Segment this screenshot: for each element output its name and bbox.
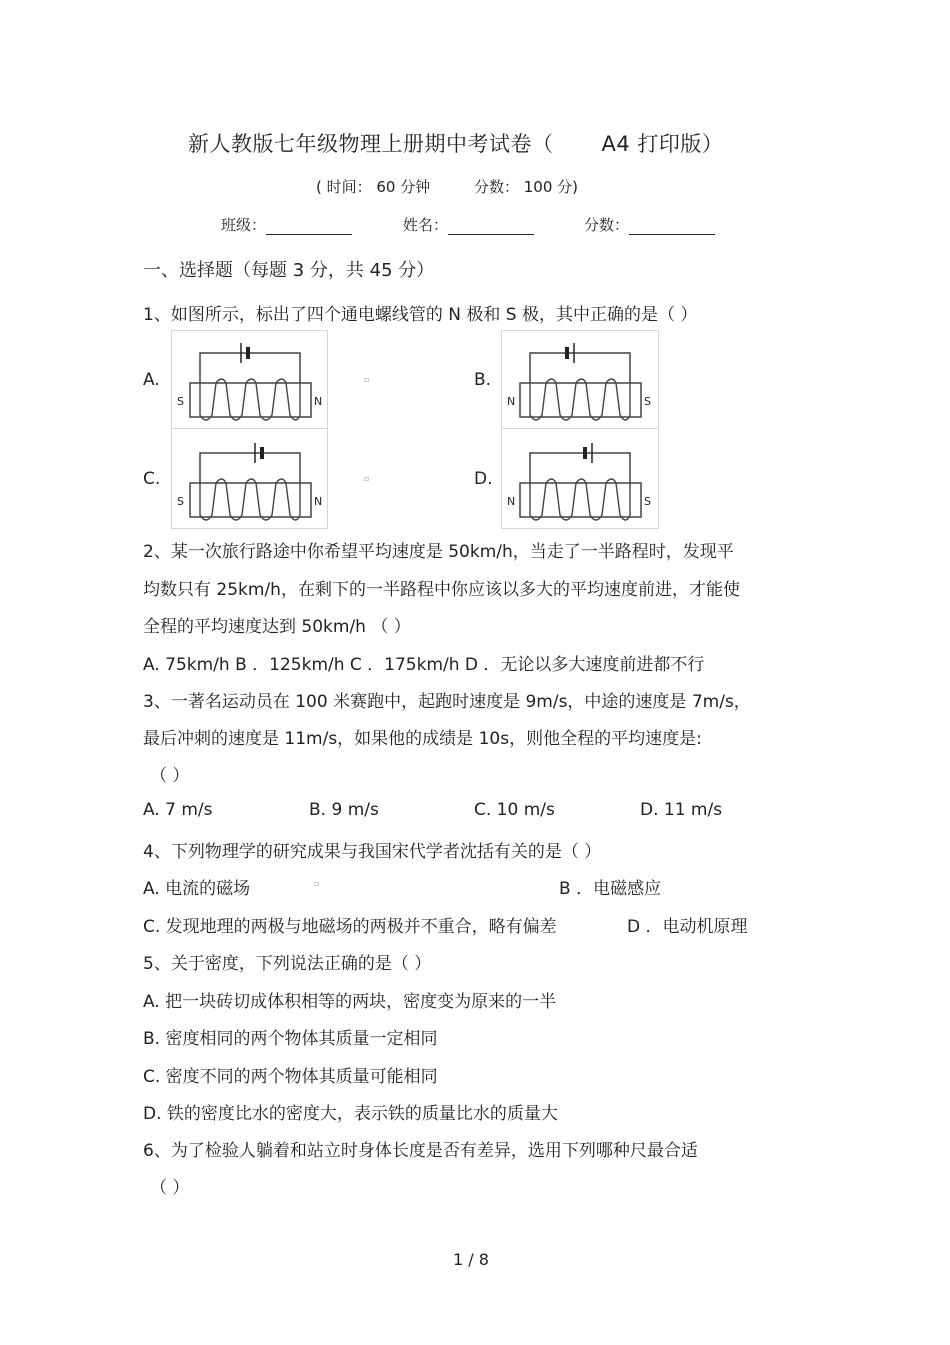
question-2-line-2: 均数只有 25km/h，在剩下的一半路程中你应该以多大的平均速度前进，才能使 <box>143 580 740 600</box>
option-label-d: D. <box>474 469 493 489</box>
question-4-option-c: C. 发现地理的两极与地磁场的两极并不重合，略有偏差 <box>143 917 557 937</box>
question-6-line-1: 6、为了检验人躺着和站立时身体长度是否有差异，选用下列哪种尺最合适 <box>143 1141 698 1161</box>
page-title: 新人教版七年级物理上册期中考试卷（ A4 打印版） <box>188 132 724 156</box>
option-label-c: C. <box>143 469 161 489</box>
pole-right-c: N <box>314 495 323 508</box>
solenoid-figure-b <box>501 330 659 429</box>
solenoid-figure-a <box>171 330 328 429</box>
pole-left-d: N <box>507 495 516 508</box>
question-3-line-1: 3、一著名运动员在 100 米赛跑中，起跑时速度是 9m/s，中途的速度是 7m/s， <box>143 692 751 712</box>
question-5-stem: 5、关于密度，下列说法正确的是（ ） <box>143 954 432 974</box>
pole-right-a: N <box>314 395 323 408</box>
time-info: ( 时间： 60 分钟 <box>316 178 431 196</box>
question-3-option-a: A. 7 m/s <box>143 800 213 820</box>
question-2-line-1: 2、某一次旅行路途中你希望平均速度是 50km/h，当走了一半路程时，发现平 <box>143 542 734 562</box>
class-field[interactable]: 班级： <box>221 214 352 235</box>
question-3-option-d: D. 11 m/s <box>640 800 723 820</box>
pole-left-a: S <box>177 395 184 408</box>
question-3-line-2: 最后冲刺的速度是 11m/s，如果他的成绩是 10s，则他全程的平均速度是: <box>143 729 702 749</box>
question-2-options: A. 75km/h B ．125km/h C ．175km/h D ．无论以多大速度前进都不行 <box>143 655 705 675</box>
score-info: 分数： 100 分) <box>474 178 579 196</box>
question-4-option-a: A. 电流的磁场 <box>143 879 251 899</box>
name-field[interactable]: 姓名： <box>403 214 534 235</box>
question-4-stem: 4、下列物理学的研究成果与我国宋代学者沈括有关的是（ ） <box>143 842 602 862</box>
question-3-line-3: （ ） <box>150 766 190 786</box>
option-label-b: B. <box>474 370 492 390</box>
pole-left-b: N <box>507 395 516 408</box>
question-4-option-b: B ．电磁感应 <box>559 879 662 899</box>
option-label-a: A. <box>143 370 160 390</box>
solenoid-figure-d <box>501 428 659 529</box>
question-4-option-d: D ．电动机原理 <box>627 917 748 937</box>
pole-right-b: S <box>644 395 651 408</box>
question-3-option-b: B. 9 m/s <box>309 800 379 820</box>
question-5-option-c: C. 密度不同的两个物体其质量可能相同 <box>143 1067 438 1087</box>
question-5-option-a: A. 把一块砖切成体积相等的两块，密度变为原来的一半 <box>143 992 557 1012</box>
question-5-option-d: D. 铁的密度比水的密度大，表示铁的质量比水的质量大 <box>143 1104 558 1124</box>
score-field[interactable]: 分数： <box>584 214 715 235</box>
pole-left-c: S <box>177 495 184 508</box>
section-heading: 一、选择题（每题 3 分，共 45 分） <box>143 260 435 281</box>
question-2-line-3: 全程的平均速度达到 50km/h （ ） <box>143 617 411 637</box>
pole-right-d: S <box>644 495 651 508</box>
question-5-option-b: B. 密度相同的两个物体其质量一定相同 <box>143 1029 438 1049</box>
solenoid-figure-c <box>171 428 328 529</box>
question-6-line-2: （ ） <box>150 1178 190 1198</box>
question-3-option-c: C. 10 m/s <box>474 800 555 820</box>
question-1-stem: 1、如图所示，标出了四个通电螺线管的 N 极和 S 极，其中正确的是（ ） <box>143 305 698 325</box>
page-number: 1 / 8 <box>453 1250 489 1269</box>
